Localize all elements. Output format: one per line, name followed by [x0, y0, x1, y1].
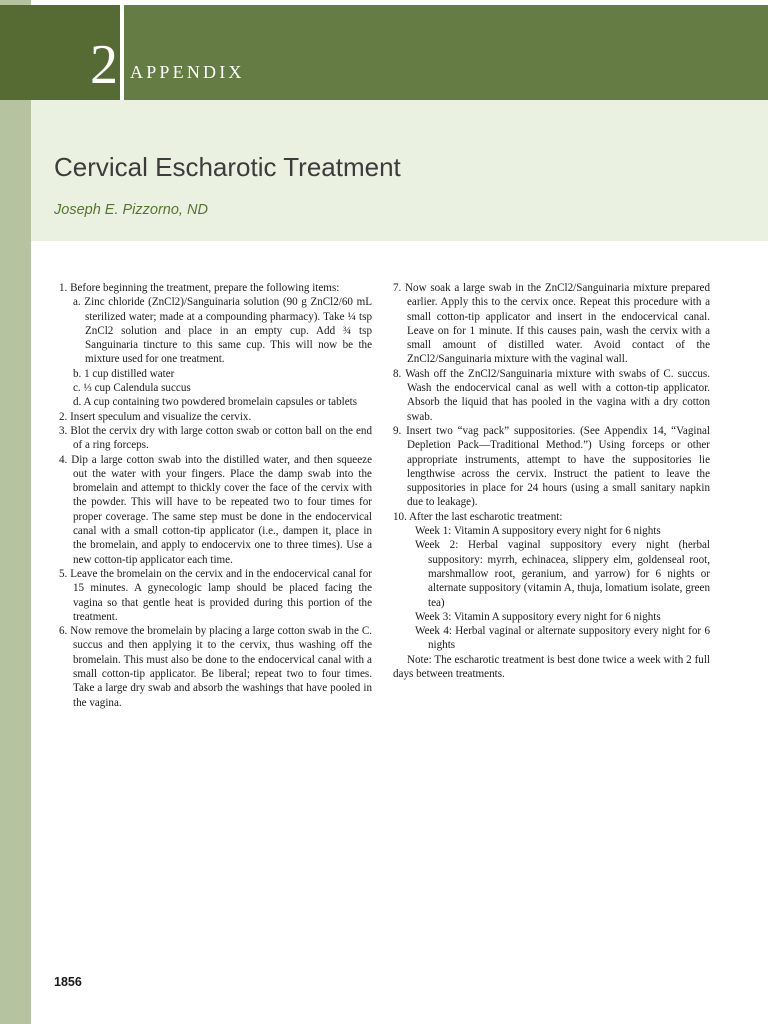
list-item: a. Zinc chloride (ZnCl2)/Sanguinaria solution (90 g ZnCl2/60 mL sterilized water; made at a compounding pharmacy). Take ¼ tsp ZnCl2 solution and place in an empty cup. Add ¾ tsp Sanguinaria tincture to this same cup. This will now be the mixture used for one treatment.: [73, 296, 372, 366]
list-item: Week 2: Herbal vaginal suppository every night (herbal suppository: myrrh, echinacea, slippery elm, goldenseal root, marshmallow root, geranium, and yarrow) for 6 nights or alternate suppository (vitamin A, thuja, lomatium isolate, green tea): [415, 539, 710, 609]
header-divider: [120, 5, 124, 100]
list-item: c. ⅓ cup Calendula succus: [73, 382, 191, 395]
chapter-header-band: [124, 5, 768, 100]
list-item: Week 1: Vitamin A suppository every night for 6 nights: [415, 525, 661, 538]
list-item: 1. Before beginning the treatment, prepare the following items:: [59, 282, 340, 294]
list-item: 7. Now soak a large swab in the ZnCl2/Sanguinaria mixture prepared earlier. Apply this to the cervix once. Repeat this procedure with a small cotton-tip applicator and insert in the endocervical canal. Leave on for 1 minute. If this causes pain, wash the cervix with a small amount of distilled water. Avoid contact of the ZnCl2/Sanguinaria mixture with the vaginal wall.: [393, 282, 710, 366]
list-item: 4. Dip a large cotton swab into the distilled water, and then squeeze out the water with your fingers. Place the damp swab into the bromelain and attempt to thickly cover the face of the cervix with the powder. This will have to be repeated two to four times for proper coverage. The same step must be done in the endocervical canal with a small cotton-tip applicator (i.e., dampen it, place in the bromelain, and apply to endocervix one to three times). Use a new cotton-tip applicator each time.: [59, 453, 372, 566]
treatment-note: Note: The escharotic treatment is best done twice a week with 2 full days between treatments.: [393, 653, 710, 681]
list-item: d. A cup containing two powdered bromelain capsules or tablets: [73, 396, 358, 409]
list-item: Week 4: Herbal vaginal or alternate suppository every night for 6 nights: [415, 625, 710, 652]
page-number: 1856: [54, 975, 82, 989]
author-line: Joseph E. Pizzorno, ND: [54, 202, 208, 218]
list-item: 2. Insert speculum and visualize the cervix.: [59, 410, 252, 423]
left-color-strip: [0, 0, 31, 1024]
list-item: 10. After the last escharotic treatment:: [393, 510, 563, 523]
list-item: b. 1 cup distilled water: [73, 367, 175, 380]
right-text-column: [393, 281, 710, 681]
page-title: Cervical Escharotic Treatment: [54, 152, 401, 182]
chapter-label: APPENDIX: [130, 62, 245, 82]
list-item: 9. Insert two “vag pack” suppositories. (See Appendix 14, “Vaginal Depletion Pack—Traditional Method.”) Using forceps or other appropriate instruments, attempt to have the suppositories lie lengthwise across the cervix. Instruct the patient to leave the suppositories in place for 24 hours (using a small sanitary napkin due to leakage).: [393, 424, 710, 509]
list-item: 6. Now remove the bromelain by placing a large cotton swab in the C. succus and then applying it to the cervix, thus washing off the bromelain. This must also be done to the endocervical canal with a small cotton-tip applicator. Be liberal; repeat two to four times. Take a large dry swab and absorb the washings that have pooled in the vagina.: [59, 625, 372, 709]
list-item: 8. Wash off the ZnCl2/Sanguinaria mixture with swabs of C. succus. Wash the endocervical canal as well with a cotton-tip applicator. Absorb the liquid that has pooled in the vagina with a dry cotton swab.: [393, 367, 710, 423]
list-item: 5. Leave the bromelain on the cervix and in the endocervical canal for 15 minutes. A gynecologic lamp should be placed facing the vagina so that gentle heat is provided during this portion of the treatment.: [59, 567, 372, 623]
chapter-number: 2: [90, 34, 118, 96]
list-item: Week 3: Vitamin A suppository every night for 6 nights: [415, 610, 661, 623]
list-item: 3. Blot the cervix dry with large cotton swab or cotton ball on the end of a ring forceps.: [59, 424, 372, 452]
left-text-column: [59, 281, 372, 710]
